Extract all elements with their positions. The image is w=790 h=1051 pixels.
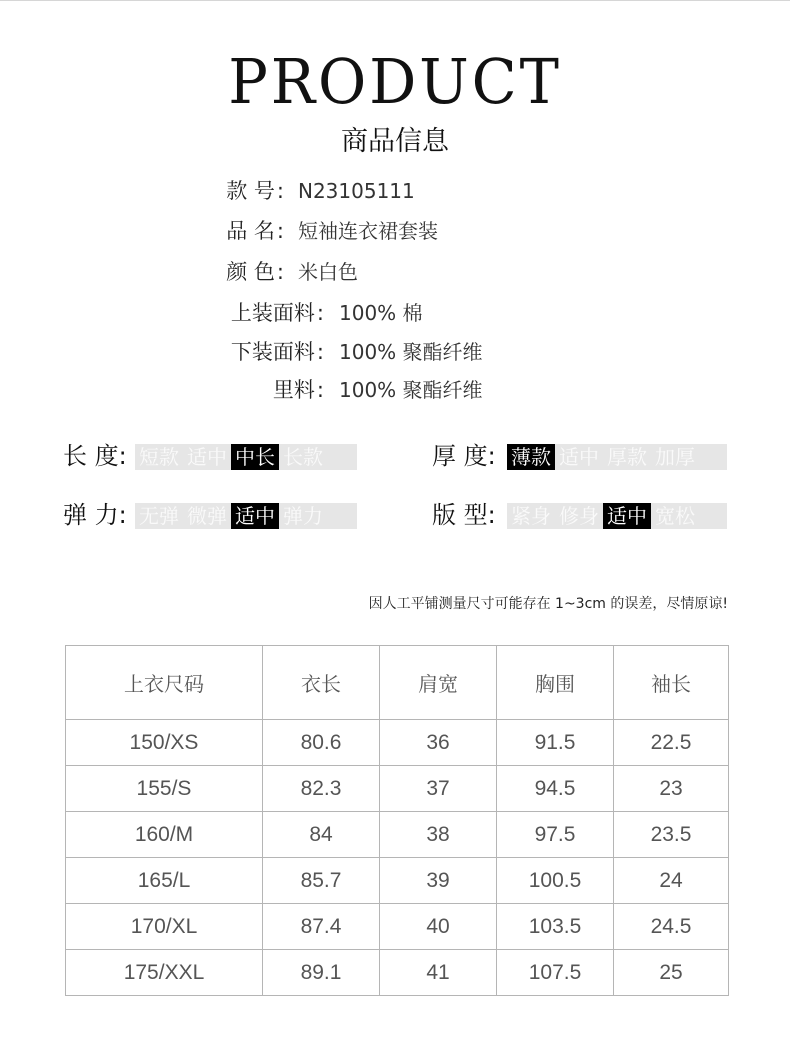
fit-option: 紧身 [511, 504, 551, 528]
table-cell: 103.5 [497, 904, 614, 950]
info-label: 里料 [272, 378, 315, 402]
table-cell: 24.5 [614, 904, 729, 950]
info-value: N23105111 [298, 179, 415, 203]
fit-option: 宽松 [655, 504, 695, 528]
info-label: 款 号 [226, 179, 275, 203]
info-label: 上装面料 [230, 301, 315, 325]
elasticity-label: 弹 力: [63, 501, 127, 529]
length-option: 长款 [283, 445, 323, 469]
table-cell: 41 [380, 950, 497, 996]
table-cell: 24 [614, 858, 729, 904]
table-cell: 37 [380, 766, 497, 812]
table-cell: 160/M [66, 812, 263, 858]
length-option: 短款 [139, 445, 179, 469]
top-divider [0, 0, 790, 1]
table-cell: 85.7 [263, 858, 380, 904]
info-value: 短袖连衣裙套装 [298, 219, 438, 243]
table-cell: 40 [380, 904, 497, 950]
colon: : [316, 301, 324, 325]
table-cell: 150/XS [66, 720, 263, 766]
info-label: 下装面料 [230, 340, 315, 364]
measurement-note: 因人工平铺测量尺寸可能存在 1~3cm 的误差，尽情原谅! [368, 596, 728, 612]
table-cell: 87.4 [263, 904, 380, 950]
thickness-option: 厚款 [607, 445, 647, 469]
thickness-label: 厚 度: [432, 442, 496, 470]
fit-option: 适中 [603, 503, 651, 529]
table-cell: 84 [263, 812, 380, 858]
table-cell: 97.5 [497, 812, 614, 858]
elasticity-option: 弹力 [283, 504, 323, 528]
table-cell: 36 [380, 720, 497, 766]
info-value: 100% 聚酯纤维 [339, 340, 483, 364]
colon: : [316, 378, 324, 402]
table-cell: 175/XXL [66, 950, 263, 996]
table-cell: 25 [614, 950, 729, 996]
info-value: 100% 棉 [339, 301, 423, 325]
info-label: 颜 色 [226, 260, 275, 284]
table-row [66, 858, 729, 904]
info-label: 品 名 [226, 219, 275, 243]
table-cell: 39 [380, 858, 497, 904]
length-scale [135, 444, 357, 470]
thickness-option: 薄款 [507, 444, 555, 470]
header-bust: 胸围 [497, 646, 614, 720]
table-row [66, 904, 729, 950]
table-cell: 23.5 [614, 812, 729, 858]
size-table [65, 645, 729, 996]
table-cell: 107.5 [497, 950, 614, 996]
thickness-option: 加厚 [655, 445, 695, 469]
colon: : [316, 340, 324, 364]
table-cell: 23 [614, 766, 729, 812]
colon: : [276, 179, 284, 203]
fit-option: 修身 [559, 504, 599, 528]
header-length: 衣长 [263, 646, 380, 720]
table-cell: 170/XL [66, 904, 263, 950]
length-option: 适中 [187, 445, 227, 469]
table-header-row [66, 646, 729, 720]
elasticity-option: 适中 [231, 503, 279, 529]
fit-label: 版 型: [432, 501, 496, 529]
table-cell: 89.1 [263, 950, 380, 996]
elasticity-option: 无弹 [139, 504, 179, 528]
page-title: PRODUCT [228, 45, 562, 118]
colon: : [276, 260, 284, 284]
thickness-scale [507, 444, 727, 470]
thickness-option: 适中 [559, 445, 599, 469]
table-row [66, 720, 729, 766]
table-row [66, 766, 729, 812]
table-cell: 155/S [66, 766, 263, 812]
table-cell: 80.6 [263, 720, 380, 766]
table-cell: 22.5 [614, 720, 729, 766]
table-cell: 100.5 [497, 858, 614, 904]
info-value: 米白色 [298, 260, 358, 284]
table-cell: 165/L [66, 858, 263, 904]
table-cell: 94.5 [497, 766, 614, 812]
table-cell: 82.3 [263, 766, 380, 812]
header-shoulder: 肩宽 [380, 646, 497, 720]
length-option: 中长 [231, 444, 279, 470]
elasticity-scale [135, 503, 357, 529]
page-subtitle: 商品信息 [341, 126, 449, 157]
table-cell: 38 [380, 812, 497, 858]
header-size: 上衣尺码 [66, 646, 263, 720]
colon: : [276, 219, 284, 243]
table-row [66, 950, 729, 996]
length-label: 长 度: [63, 442, 127, 470]
header-sleeve: 袖长 [614, 646, 729, 720]
elasticity-option: 微弹 [187, 504, 227, 528]
fit-scale [507, 503, 727, 529]
table-cell: 91.5 [497, 720, 614, 766]
info-value: 100% 聚酯纤维 [339, 378, 483, 402]
table-row [66, 812, 729, 858]
